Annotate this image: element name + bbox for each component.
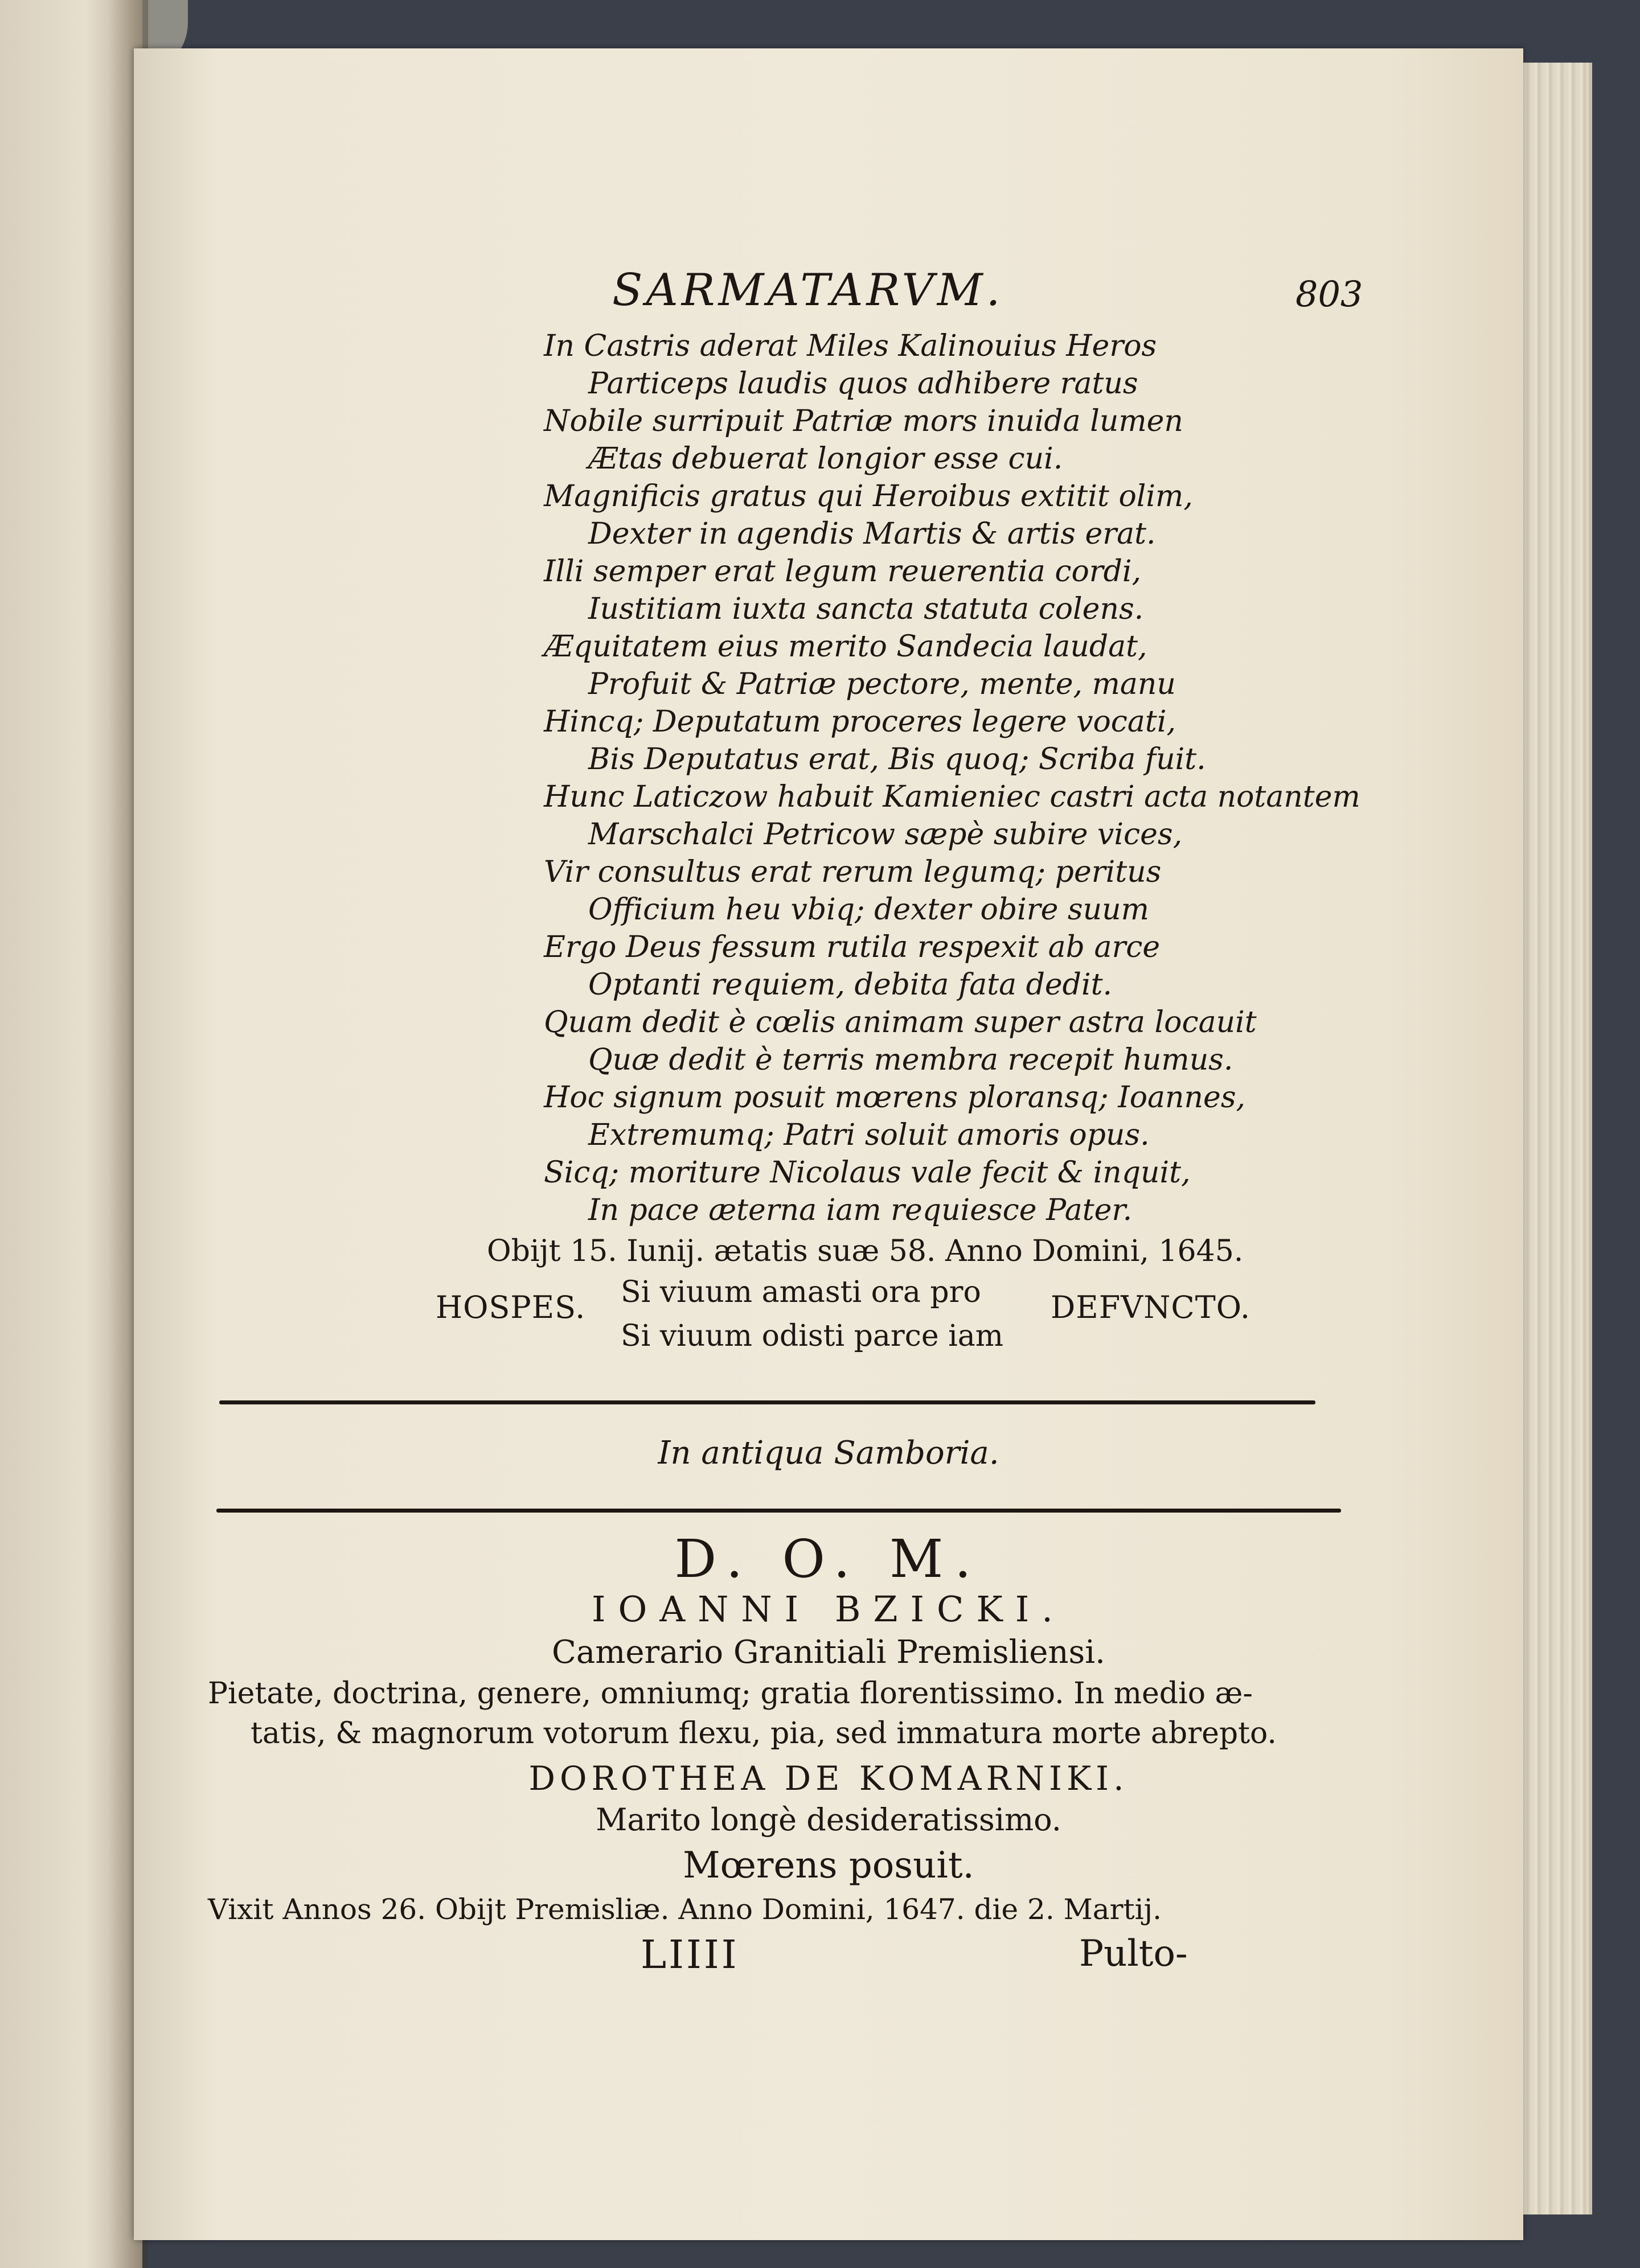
deceased-name: IOANNI BZICKI. bbox=[592, 1588, 1065, 1630]
verse-line: Quam dedit è cœlis animam super astra locauit bbox=[544, 1005, 1257, 1040]
page-number: 803 bbox=[1295, 273, 1363, 315]
vixit-line: Vixit Annos 26. Obijt Premisliæ. Anno Domini, 1647. die 2. Martij. bbox=[208, 1893, 1162, 1926]
defuncto-label: DEFVNCTO. bbox=[1051, 1289, 1251, 1325]
verse-line: Vir consultus erat rerum legumq; peritus bbox=[544, 855, 1162, 889]
verse-line: Hoc signum posuit mœrens ploransq; Ioannes, bbox=[544, 1080, 1246, 1115]
husband-line: Marito longè desideratissimo. bbox=[596, 1802, 1061, 1838]
hospes-label: HOSPES. bbox=[436, 1289, 586, 1325]
section-location: In antiqua Samboria. bbox=[658, 1435, 999, 1472]
verse-line: In pace æterna iam requiesce Pater. bbox=[588, 1193, 1133, 1227]
running-head: SARMATARVM. bbox=[612, 265, 1004, 316]
verse-line: Sicq; moriture Nicolaus vale fecit & inquit, bbox=[544, 1156, 1191, 1190]
verse-line: Marschalci Petricow sæpè subire vices, bbox=[588, 817, 1183, 852]
verse-line: Æquitatem eius merito Sandecia laudat, bbox=[544, 630, 1147, 664]
verse-line: Iustitiam iuxta sancta statuta colens. bbox=[588, 592, 1144, 626]
description-line: tatis, & magnorum votorum flexu, pia, sed immatura morte abrepto. bbox=[251, 1716, 1277, 1751]
signature-mark: LIIII bbox=[641, 1933, 739, 1978]
verse-line: Bis Deputatus erat, Bis quoq; Scriba fuit. bbox=[588, 742, 1206, 776]
dom-heading: D. O. M. bbox=[674, 1529, 983, 1589]
catchword: Pulto- bbox=[1079, 1933, 1188, 1975]
verse-line: Hunc Laticzow habuit Kamieniec castri acta notantem bbox=[544, 780, 1360, 814]
verse-line: Optanti requiem, debita fata dedit. bbox=[588, 968, 1113, 1002]
verse-line: Ætas debuerat longior esse cui. bbox=[588, 442, 1063, 476]
divider-rule bbox=[219, 1400, 1315, 1404]
hospes-line-2: Si viuum odisti parce iam bbox=[621, 1319, 1004, 1353]
verse-line: In Castris aderat Miles Kalinouius Heros bbox=[544, 329, 1157, 363]
verse-line: Particeps laudis quos adhibere ratus bbox=[588, 367, 1138, 401]
verse-line: Quæ dedit è terris membra recepit humus. bbox=[588, 1043, 1233, 1077]
verse-line: Officium heu vbiq; dexter obire suum bbox=[588, 893, 1149, 927]
hospes-line-1: Si viuum amasti ora pro bbox=[621, 1275, 981, 1309]
widow-name: DOROTHEA DE KOMARNIKI. bbox=[528, 1759, 1129, 1798]
obit-line: Obijt 15. Iunij. ætatis suæ 58. Anno Domini, 1645. bbox=[487, 1234, 1244, 1268]
posuit-line: Mœrens posuit. bbox=[683, 1844, 974, 1887]
verse-line: Ergo Deus fessum rutila respexit ab arce bbox=[544, 930, 1161, 964]
deceased-office: Camerario Granitiali Premisliensi. bbox=[552, 1634, 1105, 1671]
verse-line: Dexter in agendis Martis & artis erat. bbox=[588, 517, 1156, 551]
description-line: Pietate, doctrina, genere, omniumq; gratia florentissimo. In medio æ- bbox=[208, 1677, 1253, 1711]
verse-line: Magnificis gratus qui Heroibus extitit olim, bbox=[544, 479, 1193, 513]
verse-line: Nobile surripuit Patriæ mors inuida lumen bbox=[544, 404, 1183, 438]
verse-line: Hincq; Deputatum proceres legere vocati, bbox=[544, 705, 1176, 739]
verse-line: Illi semper erat legum reuerentia cordi, bbox=[544, 554, 1142, 589]
verse-line: Extremumq; Patri soluit amoris opus. bbox=[588, 1118, 1150, 1152]
verse-line: Profuit & Patriæ pectore, mente, manu bbox=[588, 667, 1176, 701]
epitaph-verse bbox=[544, 327, 1512, 1229]
divider-rule bbox=[216, 1509, 1341, 1513]
